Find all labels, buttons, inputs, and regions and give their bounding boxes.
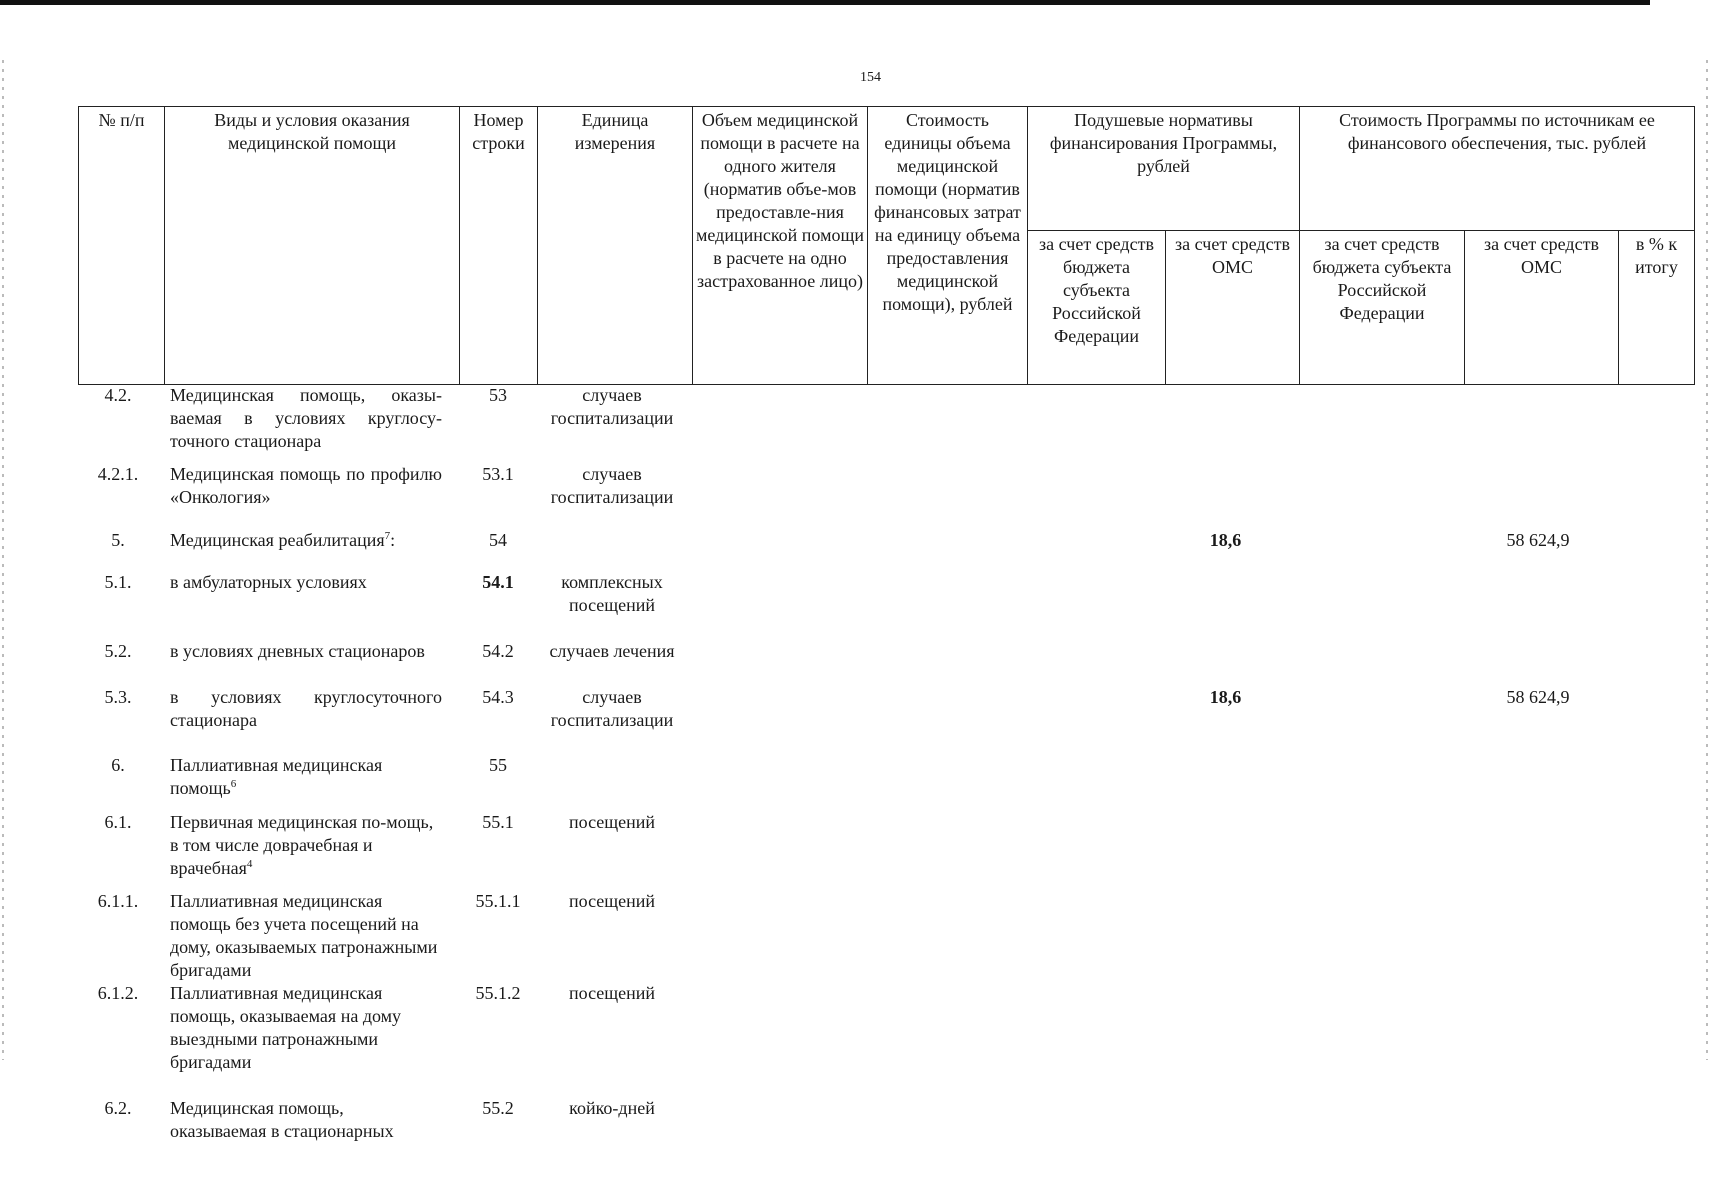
header-col-line: Номер строки bbox=[460, 107, 538, 385]
row-name: Первичная медицинская по-мощь, в том числе доврачебная и врачебная$^4$ bbox=[170, 812, 434, 878]
row-oms-norm: 18,6 bbox=[1209, 530, 1242, 550]
row-number: 5. bbox=[111, 530, 125, 550]
row-name: Медицинская помощь, оказываемая в стационарных bbox=[170, 1098, 394, 1141]
row-unit: посещений bbox=[568, 891, 656, 911]
row-line: 55.1.1 bbox=[475, 891, 521, 911]
row-line: 55.1.2 bbox=[475, 983, 521, 1003]
row-number: 6.1. bbox=[104, 812, 132, 832]
header-sub-prog-oms: за счет средств ОМС bbox=[1465, 231, 1619, 385]
row-program-oms: 58 624,9 bbox=[1506, 687, 1570, 707]
table-header bbox=[78, 106, 1695, 385]
row-line: 55.2 bbox=[482, 1098, 514, 1118]
row-line: 55 bbox=[489, 755, 507, 775]
header-group-program: Стоимость Программы по источникам ее финансового обеспечения, тыс. рублей bbox=[1300, 107, 1695, 231]
row-name: Паллиативная медицинская помощь, оказываемая на дому выездными патронажными бригадами bbox=[170, 983, 402, 1072]
row-line: 54 bbox=[489, 530, 507, 550]
header-group-norms: Подушевые нормативы финансирования Программы, рублей bbox=[1028, 107, 1300, 231]
row-unit: случаев госпитализации bbox=[550, 385, 674, 428]
header-col-volume: Объем медицинской помощи в расчете на одного жителя (норматив объе-мов предоставле-ния медицинской помощи в расчете на одно застрахованное лицо) bbox=[693, 107, 868, 385]
row-unit: случаев лечения bbox=[549, 641, 675, 661]
row-line: 53.1 bbox=[482, 464, 514, 484]
row-unit: койко-дней bbox=[569, 1098, 655, 1118]
top-scan-border bbox=[0, 0, 1650, 5]
row-unit: посещений bbox=[568, 983, 656, 1003]
row-number: 5.2. bbox=[104, 641, 132, 661]
row-number: 5.1. bbox=[104, 572, 132, 592]
row-name: в амбулаторных условиях bbox=[170, 572, 367, 592]
header-col-unit: Единица измерения bbox=[538, 107, 693, 385]
row-name: Медицинская помощь по профилю «Онкология» bbox=[170, 464, 442, 507]
row-name: в условиях круглосуточного стационара bbox=[170, 687, 442, 730]
header-col-cost: Стоимость единицы объема медицинской помощи (норматив финансовых затрат на единицу объема предоставления медицинской помощи), рублей bbox=[868, 107, 1028, 385]
row-name: Паллиативная медицинская помощь$^6$ bbox=[170, 755, 383, 798]
header-sub-oms: за счет средств ОМС bbox=[1166, 231, 1300, 385]
row-number: 4.2. bbox=[104, 385, 132, 405]
row-oms-norm: 18,6 bbox=[1209, 687, 1242, 707]
row-unit: комплексных посещений bbox=[561, 572, 663, 615]
row-line: 53 bbox=[489, 385, 507, 405]
row-number: 5.3. bbox=[104, 687, 132, 707]
row-line: 54.1 bbox=[482, 572, 514, 592]
header-sub-prog-budget: за счет средств бюджета субъекта Российской Федерации bbox=[1300, 231, 1465, 385]
row-number: 6. bbox=[111, 755, 125, 775]
header-sub-budget: за счет средств бюджета субъекта Российской Федерации bbox=[1028, 231, 1166, 385]
header-col-no: № п/п bbox=[79, 107, 165, 385]
row-line: 55.1 bbox=[482, 812, 514, 832]
row-name: Медицинская реабилитация$^7$: bbox=[170, 530, 396, 550]
left-scan-edge bbox=[2, 60, 4, 1060]
header-sub-percent: в % к итогу bbox=[1619, 231, 1695, 385]
right-scan-edge bbox=[1706, 60, 1708, 1060]
header-col-name: Виды и условия оказания медицинской помощи bbox=[165, 107, 460, 385]
row-number: 6.1.2. bbox=[97, 983, 139, 1003]
row-unit: случаев госпитализации bbox=[550, 687, 674, 730]
row-unit: случаев госпитализации bbox=[550, 464, 674, 507]
row-unit: посещений bbox=[568, 812, 656, 832]
row-name: Паллиативная медицинская помощь без учета посещений на дому, оказываемых патронажными бригадами bbox=[170, 891, 438, 980]
row-number: 6.2. bbox=[104, 1098, 132, 1118]
row-line: 54.2 bbox=[482, 641, 514, 661]
row-program-oms: 58 624,9 bbox=[1506, 530, 1570, 550]
row-name: Медицинская помощь, оказы-ваемая в условиях круглосу-точного стационара bbox=[170, 385, 442, 451]
page-number: 154 bbox=[860, 70, 881, 85]
row-number: 4.2.1. bbox=[97, 464, 139, 484]
row-name: в условиях дневных стационаров bbox=[170, 641, 425, 661]
row-line: 54.3 bbox=[482, 687, 514, 707]
row-number: 6.1.1. bbox=[97, 891, 139, 911]
